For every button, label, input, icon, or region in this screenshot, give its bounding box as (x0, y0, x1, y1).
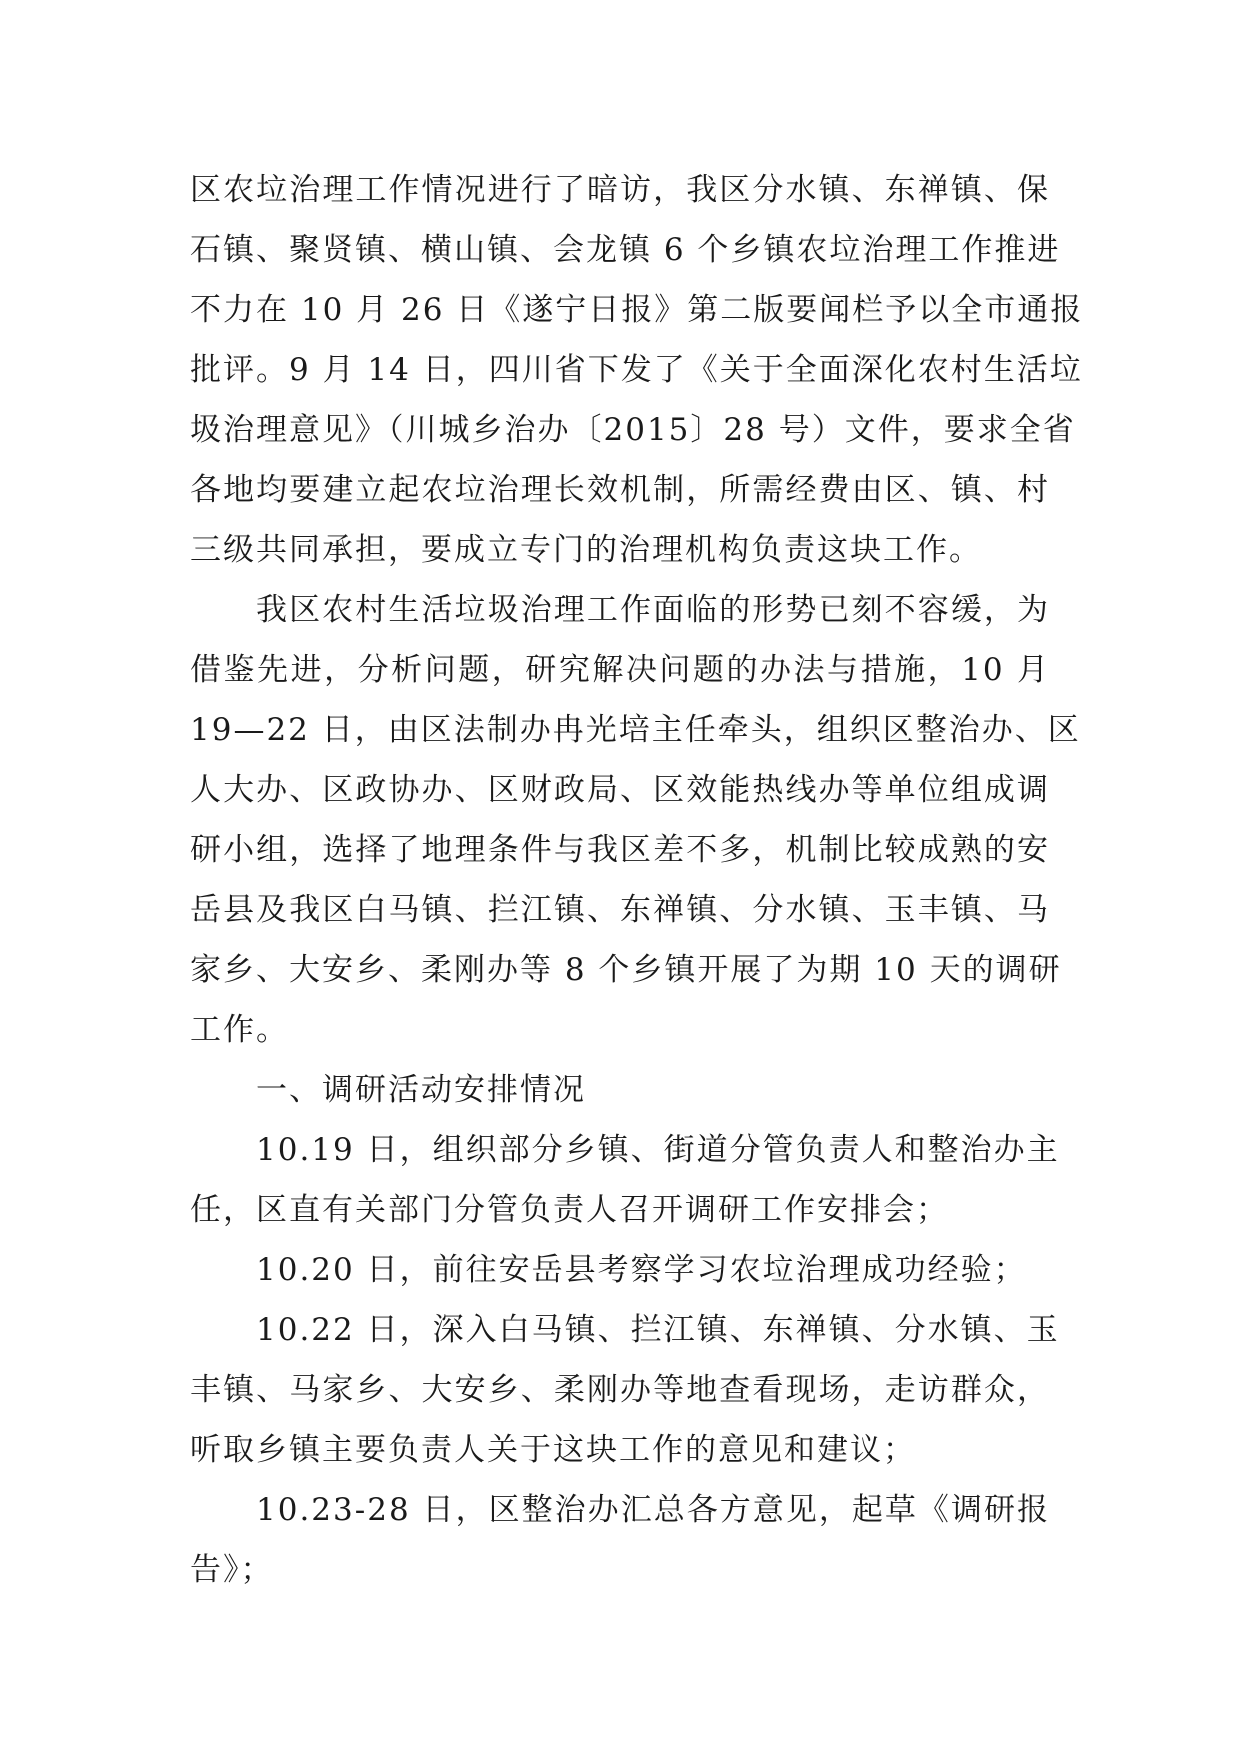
paragraph-2 (190, 580, 1081, 1060)
text-line: 我区农村生活垃圾治理工作面临的形势已刻不容缓，为 (256, 592, 1050, 628)
document-body (190, 160, 1084, 1600)
text-line: 10.19 日，组织部分乡镇、街道分管负责人和整治办主 (256, 1132, 1060, 1168)
text-line: 各地均要建立起农垃治理长效机制，所需经费由区、镇、村 (190, 472, 1050, 508)
text-line: 人大办、区政协办、区财政局、区效能热线办等单位组成调 (190, 772, 1050, 808)
text-line: 不力在 10 月 26 日《遂宁日报》第二版要闻栏予以全市通报 (190, 292, 1084, 328)
section-heading (190, 1060, 1050, 1120)
text-line: 石镇、聚贤镇、横山镇、会龙镇 6 个乡镇农垃治理工作推进 (190, 232, 1061, 268)
paragraph-4 (190, 1240, 1050, 1300)
text-line: 听取乡镇主要负责人关于这块工作的意见和建议； (190, 1432, 916, 1468)
text-line: 家乡、大安乡、柔刚办等 8 个乡镇开展了为期 10 天的调研 (190, 952, 1062, 988)
paragraph-1 (190, 160, 1084, 580)
paragraph-6 (190, 1480, 1050, 1600)
text-line: 三级共同承担，要成立专门的治理机构负责这块工作。 (190, 532, 982, 568)
text-line: 任，区直有关部门分管负责人召开调研工作安排会； (190, 1192, 949, 1228)
text-line: 10.23-28 日，区整治办汇总各方意见，起草《调研报 (256, 1492, 1050, 1528)
text-line: 告》； (190, 1552, 274, 1588)
text-line: 19—22 日，由区法制办冉光培主任牵头，组织区整治办、区 (190, 712, 1081, 748)
text-line: 批评。9 月 14 日，四川省下发了《关于全面深化农村生活垃 (190, 352, 1083, 388)
section-heading-text: 一、调研活动安排情况 (256, 1072, 586, 1108)
text-line: 圾治理意见》（川城乡治办〔2015〕28 号）文件，要求全省 (190, 412, 1076, 448)
text-line: 岳县及我区白马镇、拦江镇、东禅镇、分水镇、玉丰镇、马 (190, 892, 1050, 928)
text-line: 丰镇、马家乡、大安乡、柔刚办等地查看现场，走访群众， (190, 1372, 1050, 1408)
text-line: 借鉴先进，分析问题，研究解决问题的办法与措施，10 月 (190, 652, 1050, 688)
text-line: 区农垃治理工作情况进行了暗访，我区分水镇、东禅镇、保 (190, 172, 1050, 208)
paragraph-3 (190, 1120, 1060, 1240)
text-line: 10.22 日，深入白马镇、拦江镇、东禅镇、分水镇、玉 (256, 1312, 1060, 1348)
text-line: 工作。 (190, 1012, 289, 1048)
text-line: 10.20 日，前往安岳县考察学习农垃治理成功经验； (256, 1252, 1027, 1288)
text-line: 研小组，选择了地理条件与我区差不多，机制比较成熟的安 (190, 832, 1050, 868)
paragraph-5 (190, 1300, 1060, 1480)
